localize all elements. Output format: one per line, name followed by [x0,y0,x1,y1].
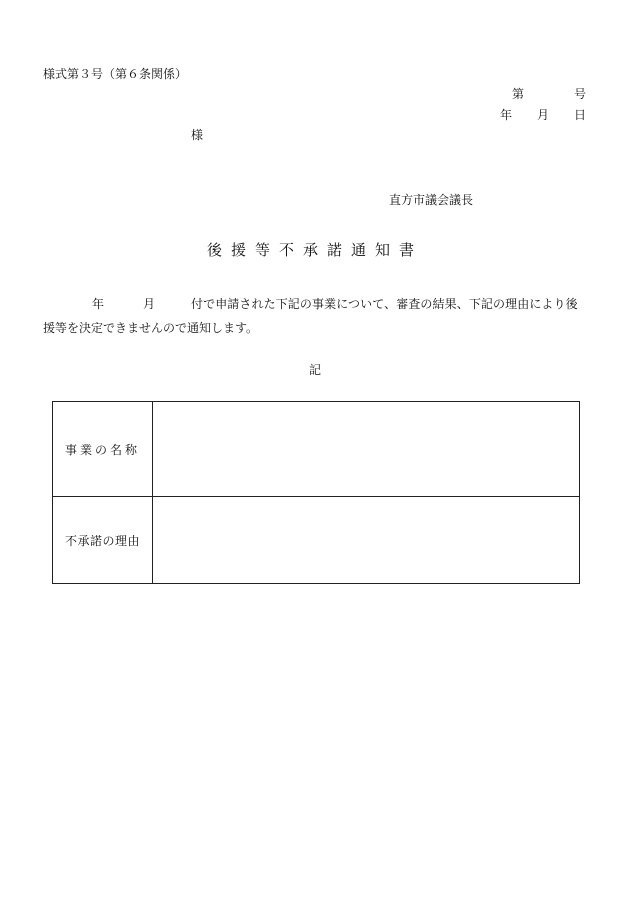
date-day-label: 日 [574,108,587,122]
refusal-reason-label: 不承諾の理由 [64,533,140,548]
sender-name: 直方市議会議長 [389,193,474,207]
notation-heading: 記 [308,363,321,377]
body-month-label: 月 [143,297,156,311]
project-name-label: 事業の名称 [64,442,140,457]
recipient-honorific: 様 [191,128,204,142]
body-text-line-1: 付で申請された下記の事業について、審査の結果、下記の理由により後 [191,297,578,311]
table-label-cell [53,497,153,583]
table-label-cell [53,402,153,496]
body-year-label: 年 [92,297,105,311]
table-row-refusal-reason [53,497,579,583]
date-month-label: 月 [537,108,550,122]
project-name-value [153,402,579,496]
date-year-label: 年 [500,108,513,122]
document-number-suffix: 号 [574,87,587,101]
document-title: 後援等不承諾通知書 [206,241,423,259]
table-row-project-name [53,402,579,497]
refusal-reason-value [153,497,579,583]
body-text-line-2: 援等を決定できませんので通知します。 [43,321,259,335]
form-number: 様式第３号（第６条関係） [43,67,188,81]
document-number-prefix: 第 [512,87,525,101]
details-table [52,401,580,584]
